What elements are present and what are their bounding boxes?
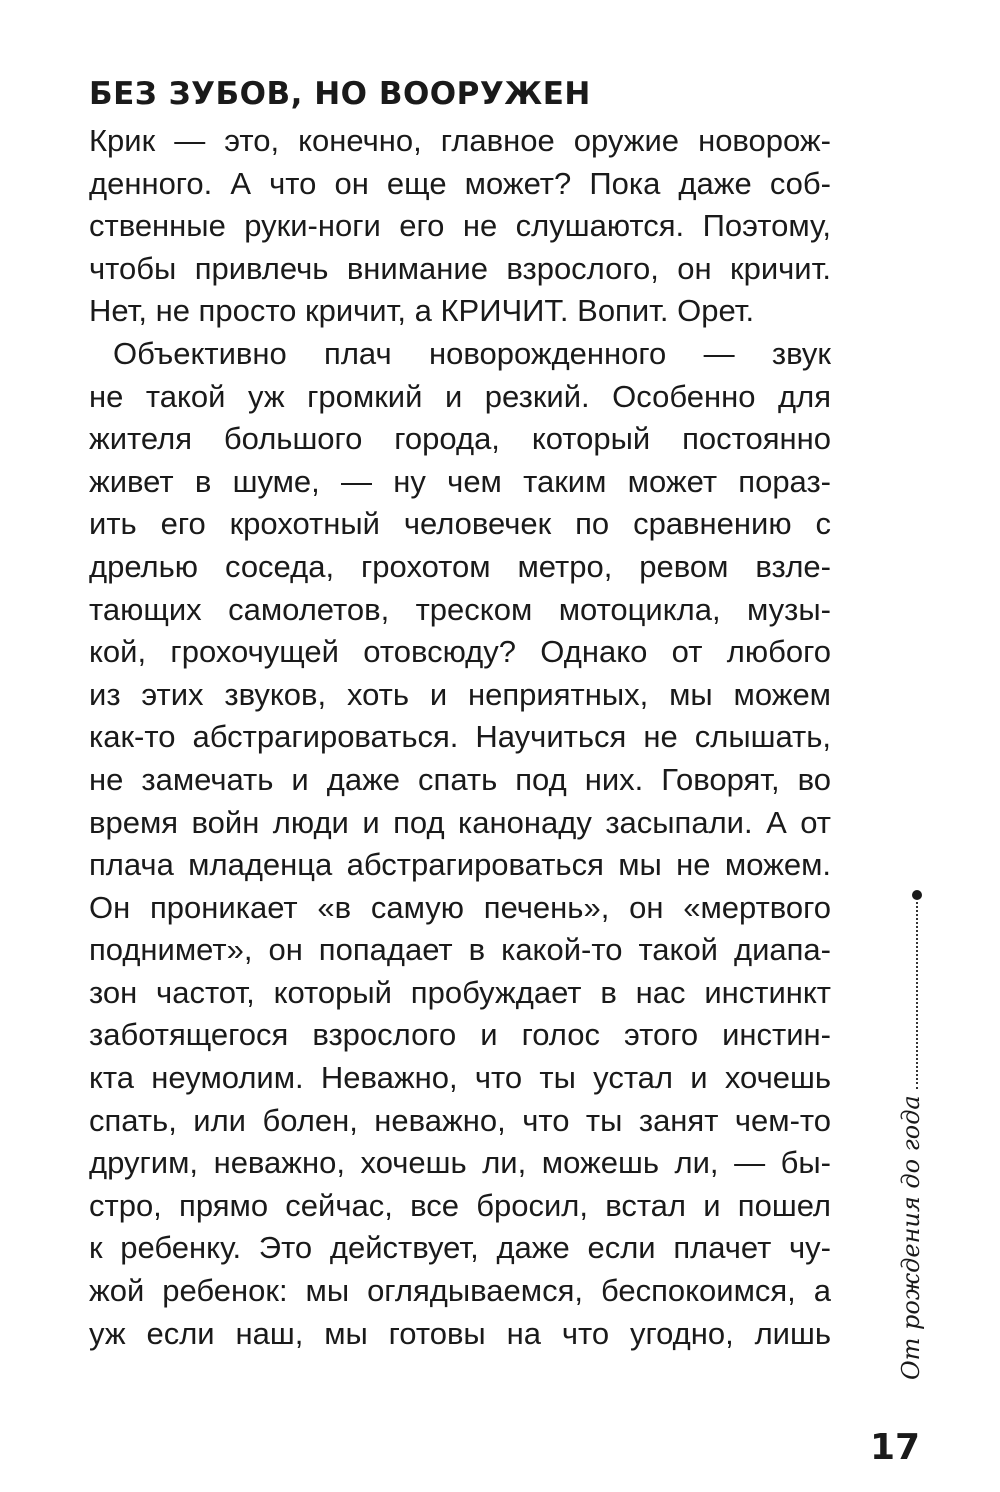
text-line: тающих самолетов, треском мотоцикла, музы-	[89, 591, 831, 627]
text-line: из этих звуков, хоть и неприятных, мы можем	[89, 676, 831, 712]
text-line: Объективно плач новорожденного — звук	[113, 335, 831, 371]
text-line: к ребенку. Это действует, даже если плачет чу-	[89, 1230, 831, 1266]
text-line: плача младенца абстрагироваться мы не можем.	[89, 847, 831, 883]
text-line: Крик — это, конечно, главное оружие новорож-	[89, 123, 831, 158]
running-header-label: От рождения до года	[897, 1095, 925, 1380]
text-line: заботящегося взрослого и голос этого инстин-	[89, 1017, 831, 1053]
body-text	[89, 120, 831, 1355]
text-line: спать, или болен, неважно, что ты занят чем-то	[89, 1102, 831, 1138]
bullet-dot-icon	[912, 890, 922, 900]
text-line: дрелью соседа, грохотом метро, ревом взле-	[89, 548, 831, 584]
text-line: ственные руки-ноги его не слушаются. Поэтому,	[89, 208, 831, 244]
text-line: не замечать и даже спать под них. Говорят, во	[89, 761, 831, 797]
text-line: другим, неважно, хочешь ли, можешь ли, — бы-	[89, 1145, 831, 1181]
text-line: кой, грохочущей отовсюду? Однако от любого	[89, 634, 831, 670]
text-line: зон частот, который пробуждает в нас инстинкт	[89, 974, 831, 1010]
text-line: время войн люди и под канонаду засыпали. А от	[89, 804, 831, 840]
text-line: уж если наш, мы готовы на что угодно, лишь	[89, 1315, 831, 1351]
text-line: жителя большого города, который постоянно	[89, 421, 831, 457]
text-line: кта неумолим. Неважно, что ты устал и хочешь	[89, 1060, 831, 1096]
text-line: живет в шуме, — ну чем таким может пораз-	[89, 463, 831, 499]
text-line: Нет, не просто кричит, а КРИЧИТ. Вопит. Орет.	[89, 293, 755, 329]
text-line: стро, прямо сейчас, все бросил, встал и пошел	[89, 1187, 831, 1223]
text-line: Он проникает «в самую печень», он «мертвого	[89, 889, 831, 925]
text-line: жой ребенок: мы оглядываемся, беспокоимся, а	[89, 1273, 831, 1309]
section-heading: БЕЗ ЗУБОВ, НО ВООРУЖЕН	[89, 76, 591, 112]
text-line: ить его крохотный человечек по сравнению с	[89, 506, 831, 542]
running-header	[896, 890, 926, 1380]
text-line: поднимет», он попадает в какой-то такой диапа-	[89, 932, 831, 968]
text-line: денного. А что он еще может? Пока даже соб-	[89, 165, 831, 201]
page-number: 17	[870, 1427, 921, 1468]
dotted-leader	[916, 902, 918, 1089]
text-line: чтобы привлечь внимание взрослого, он кричит.	[89, 250, 831, 286]
text-line: не такой уж громкий и резкий. Особенно для	[89, 378, 831, 414]
text-line: как-то абстрагироваться. Научиться не слышать,	[89, 719, 831, 755]
